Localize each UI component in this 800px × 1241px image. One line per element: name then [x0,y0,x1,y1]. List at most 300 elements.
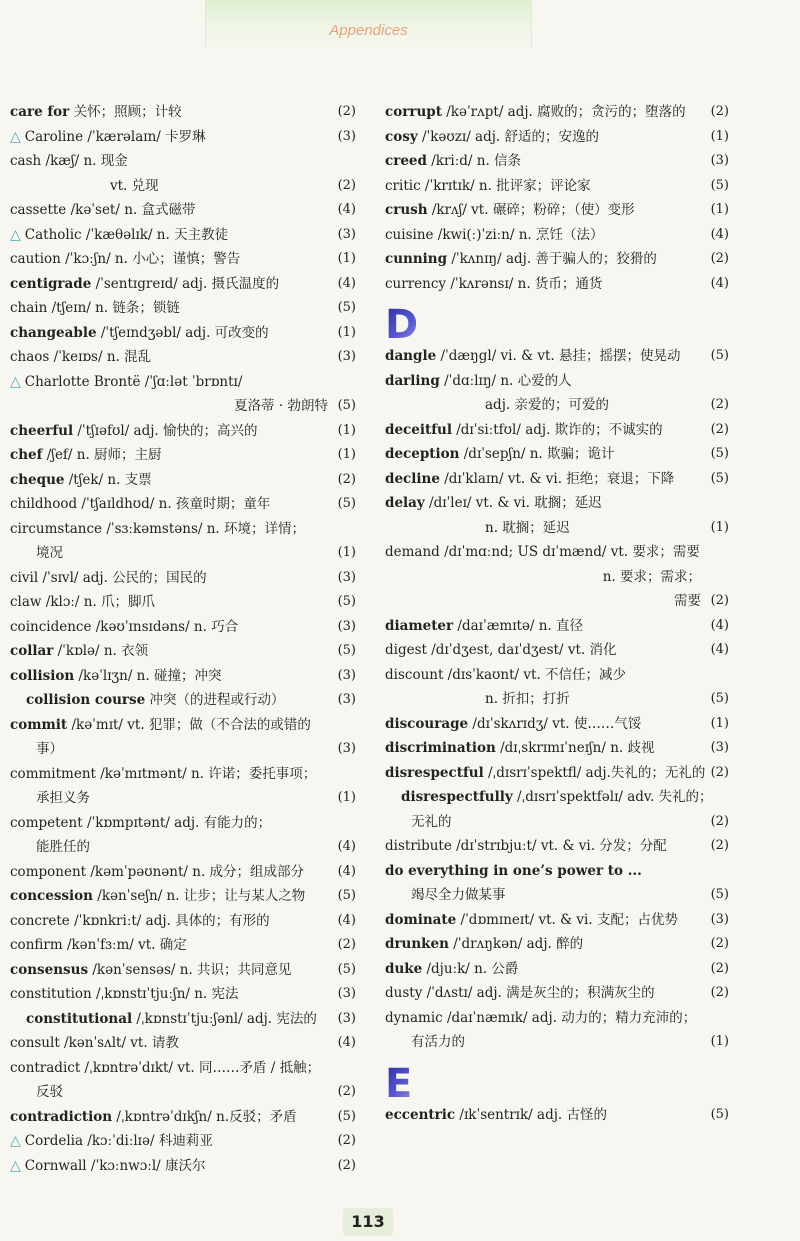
entry-definition: /ˈdɑːlɪŋ/ n. 心爱的人 [439,372,572,389]
glossary-entry [10,639,356,664]
entry-headword: collision [10,667,75,684]
unit-number: (4) [337,912,356,928]
glossary-entry [10,1031,356,1056]
unit-number: (3) [337,1010,356,1026]
entry-definition: /dɪˌskrɪmɪˈneɪʃn/ n. 歧视 [495,740,655,756]
entry-headword: deception [385,446,460,462]
unit-number: (4) [710,617,729,633]
unit-number: (5) [710,691,729,706]
entry-definition: /ˈkæθəlɪk/ n. 天主教徒 [81,226,229,243]
glossary-entry [385,1103,729,1128]
glossary-entry [10,909,356,934]
unit-number: (2) [710,593,729,608]
unit-number: (3) [337,618,356,634]
unit-number: (1) [710,128,729,144]
entry-headword: concrete [10,912,70,929]
glossary-entry [385,981,729,1006]
entry-headword: constitution [10,986,92,1002]
entry-headword: cassette [10,202,67,218]
left-column [10,100,356,1178]
entry-headword: component [10,863,87,880]
glossary-entry [10,1154,356,1179]
glossary-entry [385,712,729,737]
glossary-entry [10,590,356,615]
entry-definition: /kɔːˈdiːlɪə/ 科迪莉亚 [83,1133,213,1149]
entry-definition: 需要 [674,593,701,609]
entry-definition: /ʃef/ n. 厨师；主厨 [42,447,162,463]
entry-headword: caution [10,251,61,267]
header-band [205,0,532,48]
entry-definition: /ˈsɪvl/ adj. 公民的；国民的 [38,569,207,586]
entry-headword: Cordelia [24,1133,84,1149]
entry-definition: /ˌkɒnstɪˈtjuːʃənl/ adj. 宪法的 [132,1010,317,1027]
unit-number: (1) [710,202,729,217]
entry-headword: dusty [385,985,423,1001]
entry-headword: currency [385,275,447,292]
unit-number: (5) [337,643,356,658]
glossary-entry [385,834,729,859]
unit-number: (3) [337,226,356,242]
glossary-entry [10,982,356,1007]
unit-number: (3) [337,128,356,144]
glossary-entry [10,370,356,395]
entry-headword: disrespectfully [401,789,513,805]
entry-headword: delay [385,495,425,511]
entry-headword: concession [10,888,93,904]
entry-headword: Catholic [24,226,82,243]
entry-definition: /kəˈmɪtmənt/ n. 许诺；委托事项； [95,765,317,782]
entry-headword: care for [10,104,70,120]
entry-definition: n. 要求；需求； [602,568,701,585]
unit-number: (4) [337,839,356,854]
glossary-entry [385,100,729,125]
unit-number: (3) [337,986,356,1001]
glossary-entry [385,638,729,663]
entry-definition: /djuːk/ n. 公爵 [422,960,519,977]
glossary-entry [10,100,356,125]
entry-continuation [10,786,356,811]
glossary-entry [10,468,356,493]
entry-definition: /ˈkɔːnwɔːl/ 康沃尔 [86,1157,206,1174]
glossary-entry [385,932,729,957]
unit-number: (3) [337,667,356,683]
c-entries [385,100,729,296]
section-title: Appendices [329,22,408,39]
unit-number: (3) [337,569,356,585]
unit-number: (1) [337,251,356,266]
entry-headword: creed [385,153,427,169]
unit-number: (1) [710,1034,729,1049]
entry-headword: chain [10,300,48,316]
entry-headword: demand [385,544,440,560]
entry-definition: n. 耽搁；延迟 [485,519,570,536]
entry-headword: claw [10,594,42,610]
entry-definition: /ˌkɒntrəˈdɪkʃn/ n.反驳；矛盾 [112,1108,297,1125]
entry-definition: 冲突（的进程或行动） [145,692,285,708]
entry-definition: /kənˈsʌlt/ vt. 请教 [59,1035,179,1051]
entry-definition: /ˈʃɑːlət ˈbrɒntɪ/ [140,373,243,390]
unit-number: (2) [710,936,729,951]
entry-headword: childhood [10,496,78,512]
entry-headword: deceitful [385,421,452,438]
glossary-entry [385,418,729,443]
unit-number: (5) [337,594,356,609]
entry-headword: dominate [385,911,457,928]
glossary-entry [385,223,729,248]
entry-headword: critic [385,177,421,194]
entry-definition: /dɪˈstrɪbjuːt/ vt. & vi. 分发；分配 [451,838,667,854]
unit-number: (2) [337,1157,356,1173]
glossary-entry [385,957,729,982]
entry-headword: changeable [10,324,97,341]
entry-headword: cunning [385,251,448,267]
entry-headword: corrupt [385,104,442,120]
entry-headword: diameter [385,617,454,634]
entry-definition: /ˈtʃɪəfʊl/ adj. 愉快的；高兴的 [73,422,258,439]
glossary-entry [385,614,729,639]
unit-number: (2) [710,764,729,780]
entry-continuation [385,810,729,835]
glossary-entry [10,1105,356,1130]
entry-definition: /kəˈrʌpt/ adj. 腐败的；贪污的；堕落的 [441,104,686,120]
glossary-entry [385,174,729,199]
page-number: 113 [343,1208,393,1236]
unit-number: (1) [710,715,729,731]
entry-continuation [385,565,729,590]
glossary-entry [10,1056,356,1081]
glossary-entry [385,491,729,516]
glossary-entry [10,884,356,909]
unit-number: (4) [337,202,356,217]
entry-continuation [385,393,729,418]
entry-definition: /ˈtʃaɪldhʊd/ n. 孩童时期；童年 [77,496,271,512]
glossary-entry [385,908,729,933]
entry-definition: /ˈkʌrənsɪ/ n. 货币；通货 [446,275,603,292]
glossary-entry [10,615,356,640]
glossary-entry [10,345,356,370]
entry-continuation [385,589,729,614]
unit-number: (4) [710,226,729,242]
glossary-entry [10,321,356,346]
entry-headword: centigrade [10,275,92,292]
glossary-entry [385,149,729,174]
entry-headword: circumstance [10,520,103,537]
unit-number: (2) [710,838,729,853]
entry-definition: 有活力的 [411,1034,465,1050]
entry-definition: /ˈdʌstɪ/ adj. 满是灰尘的；积满灰尘的 [422,985,655,1001]
entry-headword: dynamic [385,1009,443,1026]
entry-headword: cash [10,153,42,169]
entry-definition: vt. 兑现 [110,177,159,194]
d-entries [385,344,729,1055]
glossary-entry [10,517,356,542]
entry-definition: 承担义务 [36,790,90,806]
entry-definition: /ˈsentɪgreɪd/ adj. 摄氏温度的 [91,275,280,292]
entry-definition: 夏洛蒂 · 勃朗特 [234,398,328,414]
entry-definition: /tʃek/ n. 支票 [64,471,152,488]
entry-headword: contradiction [10,1108,113,1125]
entry-definition: /ˈkeɪɒs/ n. 混乱 [49,349,152,365]
glossary-entry [385,785,729,810]
unit-number: (5) [710,177,729,193]
entry-definition: /dɪˈdʒest, daɪˈdʒest/ vt. 消化 [426,642,617,658]
entry-headword: do everything in one’s power to ... [385,862,642,879]
glossary-entry [10,688,356,713]
entry-definition: /kəmˈpəʊnənt/ n. 成分；组成部分 [86,863,305,880]
entry-definition: /dɪˈmɑːnd; US dɪˈmænd/ vt. 要求；需要 [439,544,700,560]
entry-headword: civil [10,569,39,586]
entry-headword: duke [385,960,423,977]
unit-number: (2) [337,104,356,119]
entry-continuation [385,883,729,908]
entry-headword: chaos [10,349,50,365]
entry-headword: discourage [385,715,469,732]
entry-definition: /krʌʃ/ vt. 碾碎；粉碎；（使）变形 [427,202,635,218]
glossary-entry [385,272,729,297]
entry-definition: /kəʊˈɪnsɪdəns/ n. 巧合 [91,618,239,635]
entry-headword: commit [10,716,68,733]
glossary-entry [10,566,356,591]
glossary-entry [10,443,356,468]
entry-definition: /kəˈset/ n. 盒式磁带 [66,202,196,218]
entry-definition: /kæʃ/ n. 现金 [41,153,128,169]
unit-number: (5) [337,496,356,511]
proper-noun-triangle-icon: △ [10,128,21,145]
unit-number: (1) [337,790,356,805]
entry-definition: n. 折扣；打折 [485,691,570,707]
entry-headword: drunken [385,936,449,952]
entry-headword: cheque [10,471,65,488]
entry-continuation [10,737,356,762]
entry-definition: /ˌdɪsrɪˈspektfl/ adj.失礼的；无礼的 [483,764,706,781]
entry-headword: disrespectful [385,764,484,781]
entry-definition: 无礼的 [411,813,452,830]
entry-definition: /dɪˈskʌrɪdʒ/ vt. 使……气馁 [468,715,642,732]
entry-headword: constitutional [26,1010,133,1027]
glossary-entry [385,540,729,565]
entry-definition: /kəˈmɪt/ vt. 犯罪；做（不合法的或错的 [67,716,311,733]
unit-number: (5) [710,887,729,902]
unit-number: (2) [337,177,356,193]
entry-headword: collision course [26,692,146,708]
entry-continuation [385,1030,729,1055]
letter-e: E [385,1060,411,1107]
entry-definition: 关怀；照顾；计较 [69,104,182,120]
unit-number: (2) [710,104,729,119]
entry-definition: /ˌkɒnstɪˈtjuːʃn/ n. 宪法 [91,986,239,1002]
entry-definition: /kəˈlɪʒn/ n. 碰撞；冲突 [74,667,222,684]
unit-number: (5) [337,398,356,413]
entry-definition: /kwi(ː)ˈziːn/ n. 烹饪（法） [433,226,604,243]
glossary-entry [10,860,356,885]
glossary-entry [10,272,356,297]
entry-headword: confirm [10,937,63,953]
entry-headword: contradict [10,1059,81,1076]
proper-noun-triangle-icon: △ [10,226,21,243]
entry-definition: /dɪsˈkaʊnt/ vt. 不信任；减少 [443,666,627,683]
unit-number: (4) [337,275,356,291]
entry-headword: cheerful [10,422,74,439]
entry-definition: /dɪˈsepʃn/ n. 欺骗；诡计 [459,446,615,462]
entry-continuation [10,174,356,199]
entry-definition: /ˈkɒnkriːt/ adj. 具体的；有形的 [69,912,270,929]
unit-number: (4) [337,1035,356,1050]
entry-definition: /ˌdɪsrɪˈspektfəlɪ/ adv. 失礼的； [512,789,713,805]
entry-definition: /ˈkəʊzɪ/ adj. 舒适的；安逸的 [417,128,599,145]
entry-continuation [385,687,729,712]
entry-headword: Cornwall [24,1157,87,1174]
unit-number: (1) [337,324,356,340]
glossary-entry [10,223,356,248]
glossary-entry [385,663,729,688]
entry-continuation [10,541,356,566]
glossary-entry [10,713,356,738]
entry-definition: /daɪˈæmɪtə/ n. 直径 [453,617,584,634]
entry-headword: consult [10,1035,60,1051]
entry-headword: discrimination [385,740,496,756]
entry-definition: 竭尽全力做某事 [411,887,506,903]
unit-number: (2) [710,251,729,266]
proper-noun-triangle-icon: △ [10,1133,21,1149]
entry-headword: collar [10,643,54,659]
entry-definition: /kənˈseʃn/ n. 让步；让与某人之物 [93,888,306,904]
entry-definition: /ˌkɒntrəˈdɪkt/ vt. 同……矛盾 / 抵触； [80,1059,321,1076]
glossary-entry [10,664,356,689]
glossary-entry [385,761,729,786]
letter-d: D [385,302,417,348]
letter-d-heading [385,296,729,348]
entry-headword: cuisine [385,226,434,243]
glossary-entry [10,247,356,272]
entry-continuation [385,516,729,541]
entry-definition: /ˈtʃeɪndʒəbl/ adj. 可改变的 [96,324,269,341]
entry-continuation [10,1080,356,1105]
glossary-entry [385,442,729,467]
entry-headword: commitment [10,765,96,782]
unit-number: (1) [337,422,356,438]
unit-number: (1) [337,447,356,462]
entry-definition: /ˈkʌnɪŋ/ adj. 善于骗人的；狡猾的 [447,251,657,267]
unit-number: (2) [710,985,729,1000]
entry-headword: discount [385,666,444,683]
letter-e-heading [385,1055,729,1107]
entry-continuation [10,835,356,860]
entry-headword: digest [385,642,427,658]
glossary-entry [385,859,729,884]
glossary-entry [385,344,729,369]
unit-number: (4) [710,275,729,291]
entry-definition: /ˈkɔːʃn/ n. 小心；谨慎；警告 [60,251,241,267]
unit-number: (2) [337,937,356,952]
entry-definition: /dɪˈklaɪn/ vt. & vi. 拒绝；衰退；下降 [439,470,675,487]
unit-number: (3) [337,349,356,364]
unit-number: (5) [337,888,356,903]
entry-definition: /dɪˈleɪ/ vt. & vi. 耽搁；延迟 [424,495,602,511]
unit-number: (2) [710,397,729,412]
unit-number: (3) [710,911,729,927]
glossary-entry [10,1007,356,1032]
entry-headword: dangle [385,348,437,364]
glossary-entry [10,762,356,787]
glossary-entry [385,247,729,272]
e-entries [385,1103,729,1128]
proper-noun-triangle-icon: △ [10,1157,21,1174]
entry-definition: 反驳 [36,1084,63,1100]
unit-number: (5) [337,300,356,315]
entry-definition: /ˈkɒlə/ n. 衣领 [53,643,149,659]
entry-continuation [10,394,356,419]
glossary-entry [10,125,356,150]
unit-number: (2) [710,960,729,976]
unit-number: (4) [337,863,356,879]
unit-number: (5) [710,348,729,363]
unit-number: (3) [337,741,356,756]
unit-number: (5) [710,470,729,486]
entry-definition: /tʃeɪn/ n. 链条；锁链 [47,300,180,316]
glossary-entry [10,149,356,174]
unit-number: (2) [710,421,729,437]
entry-headword: Caroline [24,128,84,145]
entry-definition: 事） [36,741,63,757]
entry-headword: competent [10,814,83,831]
entry-headword: distribute [385,838,452,854]
entry-headword: coincidence [10,618,92,635]
entry-definition: /daɪˈnæmɪk/ adj. 动力的；精力充沛的； [442,1009,697,1026]
unit-number: (3) [710,740,729,755]
entry-definition: /ˈsɜːkəmstəns/ n. 环境；详情； [102,520,305,537]
glossary-entry [10,811,356,836]
entry-headword: darling [385,372,440,389]
proper-noun-triangle-icon: △ [10,373,21,390]
entry-headword: cosy [385,128,418,145]
entry-definition: /ˈdɒmɪneɪt/ vt. & vi. 支配；占优势 [456,911,678,928]
entry-headword: consensus [10,961,89,978]
entry-headword: eccentric [385,1106,456,1123]
entry-headword: chef [10,447,43,463]
unit-number: (2) [710,813,729,829]
entry-definition: /klɔː/ n. 爪；脚爪 [41,594,156,610]
glossary-entry [10,419,356,444]
entry-definition: /ɪkˈsentrɪk/ adj. 古怪的 [455,1106,607,1123]
entry-definition: /kənˈfɜːm/ vt. 确定 [62,937,187,953]
entry-headword: crush [385,202,428,218]
unit-number: (2) [337,1084,356,1099]
right-column [385,100,729,1127]
entry-definition: /kənˈsensəs/ n. 共识；共同意见 [88,961,292,978]
entry-definition: 能胜任的 [36,839,90,855]
glossary-entry [385,369,729,394]
entry-definition: adj. 亲爱的；可爱的 [485,397,609,413]
unit-number: (2) [337,1133,356,1148]
entry-definition: /ˈkrɪtɪk/ n. 批评家；评论家 [420,177,591,194]
entry-definition: /ˈdæŋgl/ vi. & vt. 悬挂；摇摆；使晃动 [436,348,681,364]
glossary-entry [10,198,356,223]
entry-definition: /dɪˈsiːtfʊl/ adj. 欺诈的；不诚实的 [451,421,663,438]
entry-definition: /ˈdrʌŋkən/ adj. 醉的 [448,936,584,952]
unit-number: (3) [710,153,729,168]
glossary-entry [10,1129,356,1154]
glossary-entry [10,492,356,517]
glossary-entry [385,467,729,492]
entry-definition: /ˈkærəlaɪn/ 卡罗琳 [83,128,206,145]
glossary-entry [385,125,729,150]
unit-number: (5) [337,961,356,977]
glossary-entry [10,958,356,983]
unit-number: (1) [710,519,729,535]
unit-number: (5) [710,446,729,461]
glossary-entry [385,198,729,223]
glossary-entry [385,1006,729,1031]
